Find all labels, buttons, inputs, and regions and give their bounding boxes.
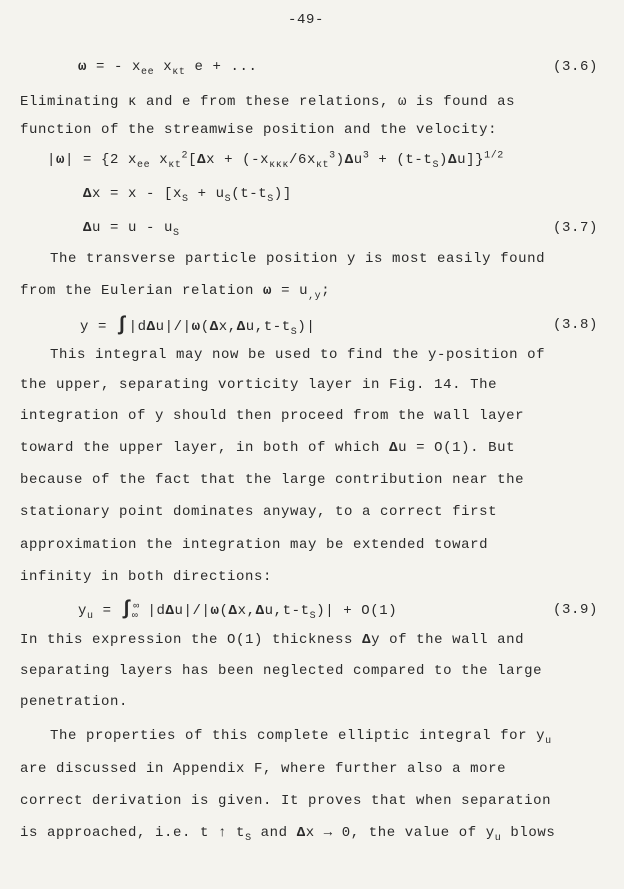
equation-3-7-line-2: $\Delta x = x - [x_S + u_S(t-t_S)]$: [83, 186, 292, 205]
equation-3-8: $y = \int|d\Delta u|/|\omega(\Delta x,\Delta u,t-t_S)|$: [80, 314, 316, 338]
body-text-line: approximation the integration may be extended toward: [20, 537, 489, 553]
body-text-line: correct derivation is given. It proves that when separation: [20, 793, 552, 809]
body-text-line: function of the streamwise position and the velocity:: [20, 122, 498, 138]
equation-3-6: ω = - $x_{ee}$ $x_{\kappa t}$ e + ...: [78, 59, 258, 78]
body-text-line: from the Eulerian relation $\omega = u_{,y}$;: [20, 283, 331, 302]
body-text-line: integration of y should then proceed from the wall layer: [20, 408, 525, 424]
body-text-line: separating layers has been neglected compared to the large: [20, 663, 543, 679]
body-text-line: infinity in both directions:: [20, 569, 273, 585]
body-text-line: are discussed in Appendix F, where further also a more: [20, 761, 507, 777]
equation-number-3-6: (3.6): [553, 59, 599, 75]
body-text-line: the upper, separating vorticity layer in Fig. 14. The: [20, 377, 498, 393]
body-text-line: toward the upper layer, in both of which Δu = O(1). But: [20, 440, 516, 456]
equation-3-7-line-3: $\Delta u = u - u_S$: [83, 220, 180, 239]
body-text-line: This integral may now be used to find the y-position of: [50, 347, 546, 363]
body-text-line: Eliminating κ and e from these relations, ω is found as: [20, 94, 516, 110]
body-text-line: penetration.: [20, 694, 129, 710]
equation-3-7-line-1: |ω| = {2 $x_{ee}$ $x_{\kappa t}^2[\Delta x + (-x_{\kappa\kappa\kappa}/6x_{\kappa t}^3)\Delta u^3 + (t-t_S)\Delta u]\}^{1/2}$: [47, 150, 504, 171]
equation-number-3-7: (3.7): [553, 220, 599, 236]
body-text-line: The transverse particle position y is most easily found: [50, 251, 546, 267]
page-number: -49-: [288, 12, 325, 28]
body-text-line: The properties of this complete elliptic integral for $y_u$: [50, 728, 552, 747]
equation-number-3-8: (3.8): [553, 317, 599, 333]
body-text-line: stationary point dominates anyway, to a correct first: [20, 504, 498, 520]
equation-3-9: $y_u = \int^\infty_\infty$ $|d\Delta u|/|\omega(\Delta x,\Delta u,t-t_S)| + O(1)$: [78, 598, 398, 622]
body-text-line: is approached, i.e. t ↑ $t_S$ and Δx → 0, the value of $y_u$ blows: [20, 825, 556, 844]
body-text-line: In this expression the O(1) thickness Δy of the wall and: [20, 632, 525, 648]
equation-number-3-9: (3.9): [553, 602, 599, 618]
body-text-line: because of the fact that the large contribution near the: [20, 472, 525, 488]
